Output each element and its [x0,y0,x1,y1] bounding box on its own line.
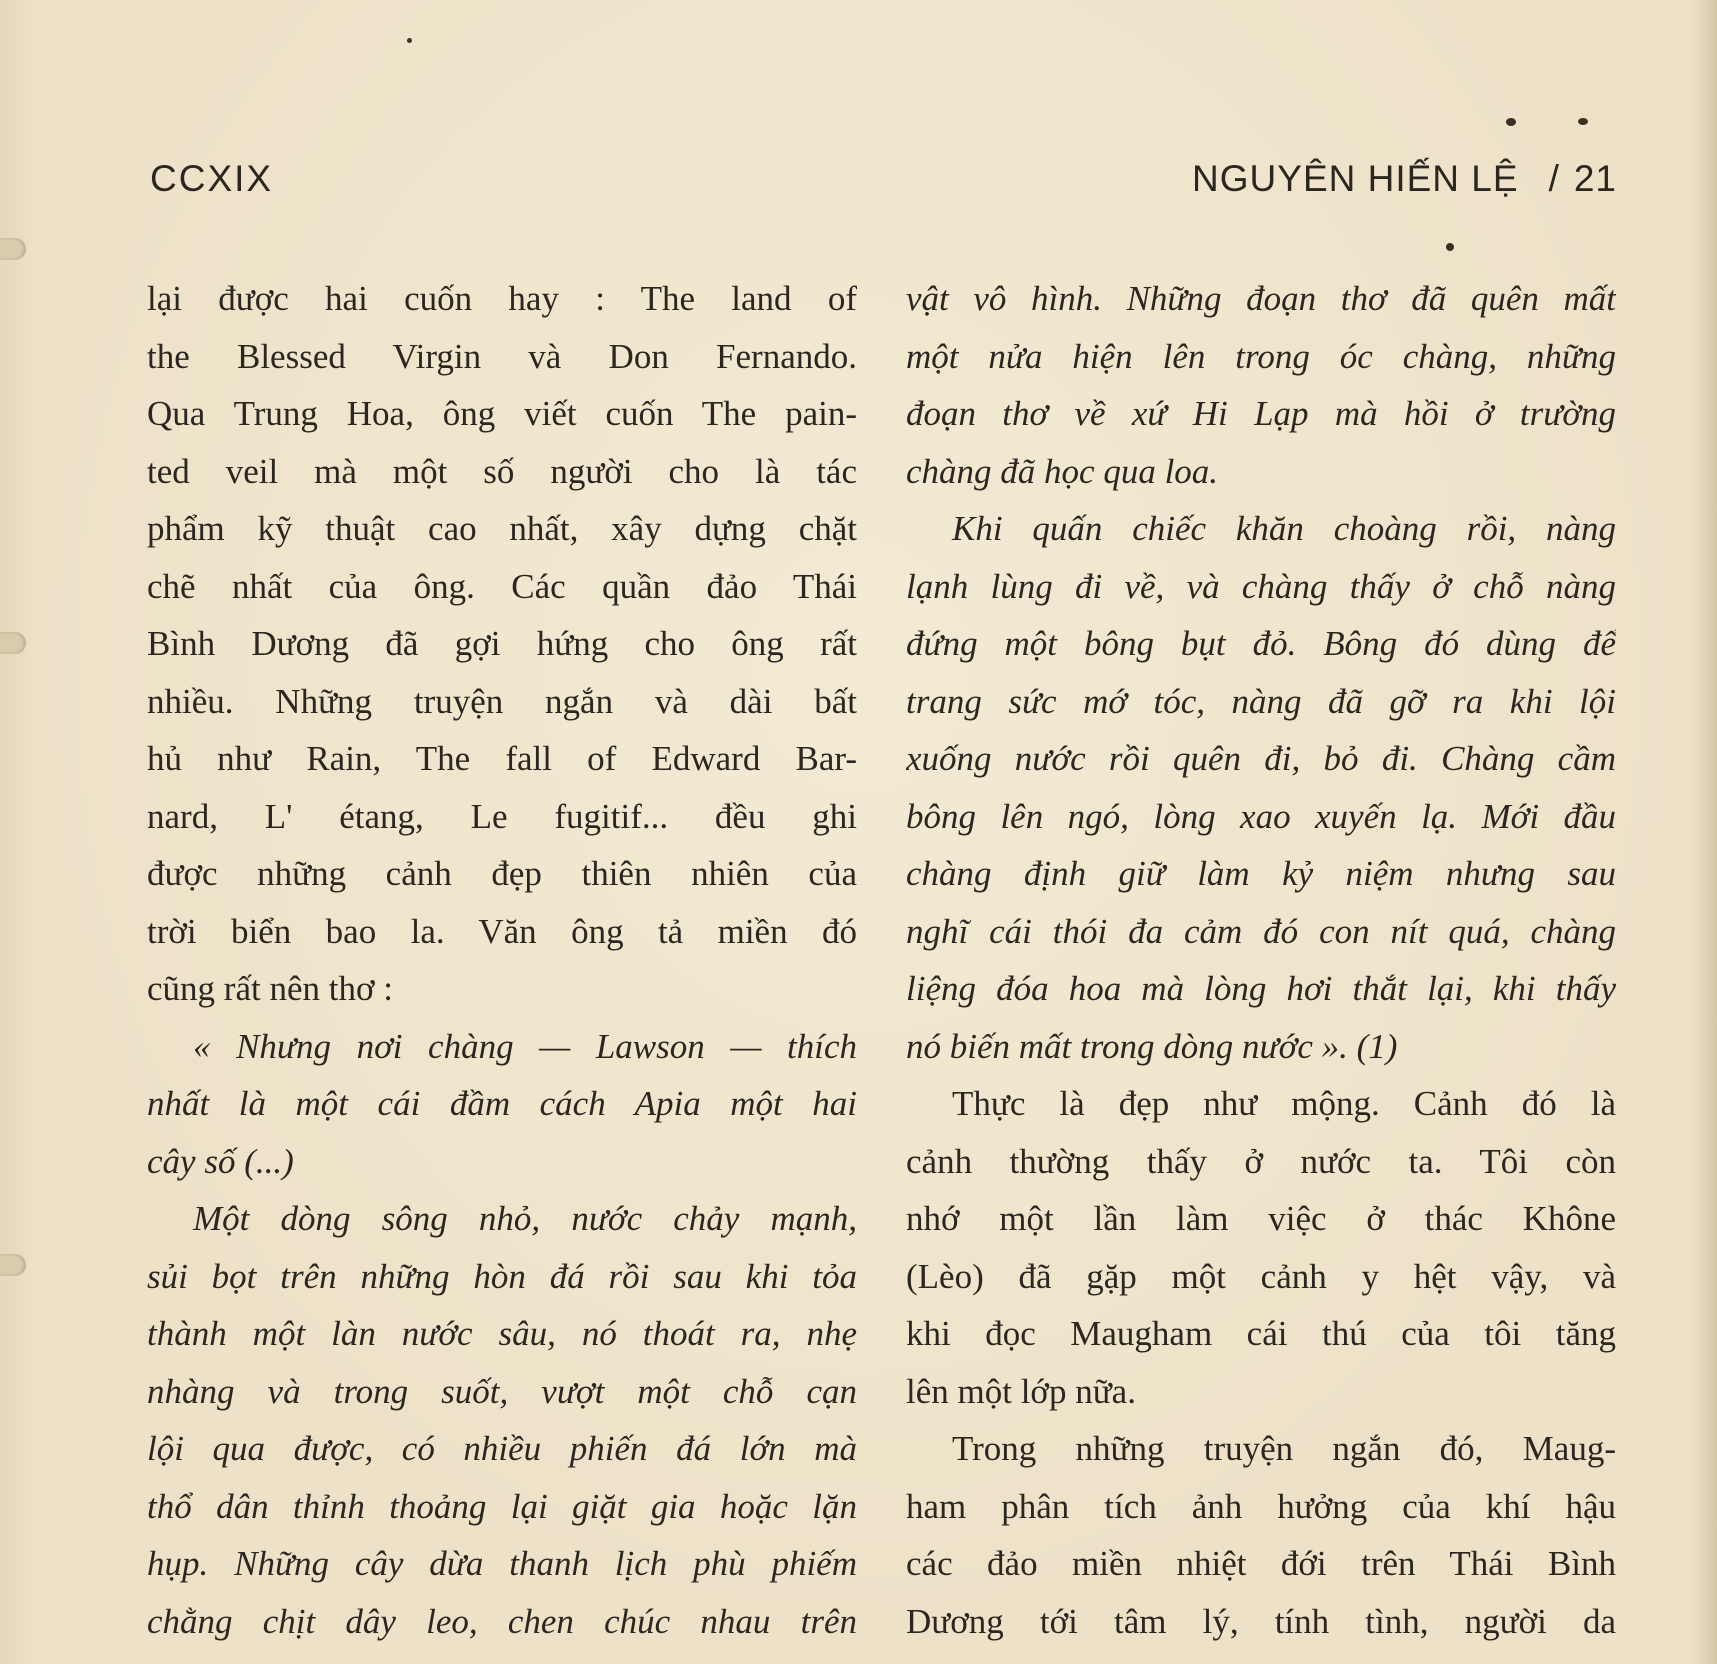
text-line: ham phân tích ảnh hưởng của khí hậu [906,1486,1616,1526]
text-line: Một dòng sông nhỏ, nước chảy mạnh, [193,1199,857,1238]
ink-speck [1506,118,1516,126]
text-line: bông lên ngó, lòng xao xuyến lạ. Mới đầu [906,796,1616,836]
text-column-right [906,270,1616,1650]
text-line: các đảo miền nhiệt đới trên Thái Bình [906,1544,1616,1583]
text-line: một nửa hiện lên trong óc chàng, những [906,336,1616,376]
page-number: 21 [1573,158,1617,199]
text-line: Thực là đẹp như mộng. Cảnh đó là [952,1084,1616,1123]
binding-hole [0,632,26,654]
text-line: chẽ nhất của ông. Các quần đảo Thái [147,566,857,606]
text-line: xuống nước rồi quên đi, bỏ đi. Chàng cầm [906,739,1616,778]
text-line: vật vô hình. Những đoạn thơ đã quên mất [906,279,1616,318]
text-line: nhiều. Những truyện ngắn và dài bất [147,681,857,721]
text-line: nhất là một cái đầm cách Apia một hai [147,1084,857,1123]
binding-hole [0,1254,26,1276]
text-line: liệng đóa hoa mà lòng hơi thắt lại, khi thấy [906,969,1616,1008]
text-line: trời biển bao la. Văn ông tả miền đó [147,911,857,951]
author-name: NGUYÊN HIẾN LỆ [1192,158,1519,199]
binding-hole [0,238,26,260]
text-line: chằng chịt dây leo, chen chúc nhau trên [147,1601,857,1641]
text-line: nghĩ cái thói đa cảm đó con nít quá, chàng [906,911,1616,951]
running-header-left: CCXIX [150,158,274,199]
text-line: lạnh lùng đi về, và chàng thấy ở chỗ nàng [906,566,1616,606]
ink-speck [407,38,412,43]
text-line: Khi quấn chiếc khăn choàng rồi, nàng [952,509,1616,548]
ink-speck [1578,118,1588,125]
text-line: sủi bọt trên những hòn đá rồi sau khi tỏa [147,1256,857,1296]
text-line: cũng rất nên thơ : [147,969,393,1008]
text-line: cây số (...) [147,1141,294,1181]
text-line: khi đọc Maugham cái thú của tôi tăng [906,1314,1616,1353]
text-line: « Nhưng nơi chàng — Lawson — thích [193,1026,857,1066]
text-line: the Blessed Virgin và Don Fernando. [147,336,857,376]
ink-speck [1446,243,1454,251]
text-line: Dương tới tâm lý, tính tình, người da [906,1601,1616,1641]
text-line: lội qua được, có nhiều phiến đá lớn mà [147,1429,857,1468]
text-line: được những cảnh đẹp thiên nhiên của [147,854,857,893]
text-line: thổ dân thỉnh thoảng lại giặt gia hoặc lặn [147,1486,857,1526]
text-line: nard, L' étang, Le fugitif... đều ghi [147,796,857,836]
text-line: chàng đã học qua loa. [906,451,1219,491]
text-line: Trong những truyện ngắn đó, Maug- [952,1429,1616,1468]
text-line: chàng định giữ làm kỷ niệm nhưng sau [906,854,1616,893]
page-edge-shadow [1691,0,1717,1664]
text-column-left [147,270,857,1650]
text-line: (Lèo) đã gặp một cảnh y hệt vậy, và [906,1256,1616,1296]
text-line: nhớ một lần làm việc ở thác Khône [906,1199,1616,1238]
text-line: nó biến mất trong dòng nước ». (1) [906,1026,1398,1066]
text-line: đứng một bông bụt đỏ. Bông đó dùng để [906,624,1616,663]
text-line: lại được hai cuốn hay : The land of [147,279,857,318]
text-line: lên một lớp nữa. [906,1371,1136,1411]
text-line: cảnh thường thấy ở nước ta. Tôi còn [906,1141,1616,1181]
text-line: nhàng và trong suốt, vượt một chỗ cạn [147,1371,857,1411]
text-line: hụp. Những cây dừa thanh lịch phù phiếm [147,1544,857,1583]
running-header-right [1192,158,1617,200]
text-line: ted veil mà một số người cho là tác [147,451,857,491]
text-line: thành một làn nước sâu, nó thoát ra, nhẹ [147,1314,857,1353]
header-separator: / [1548,158,1560,199]
text-line: đoạn thơ về xứ Hi Lạp mà hồi ở trường [906,394,1616,433]
text-line: hủ như Rain, The fall of Edward Bar- [147,739,857,778]
text-line: phẩm kỹ thuật cao nhất, xây dựng chặt [147,509,857,548]
text-line: trang sức mớ tóc, nàng đã gỡ ra khi lội [906,681,1616,721]
text-line: Bình Dương đã gợi hứng cho ông rất [147,624,857,663]
text-line: Qua Trung Hoa, ông viết cuốn The pain- [147,394,857,433]
